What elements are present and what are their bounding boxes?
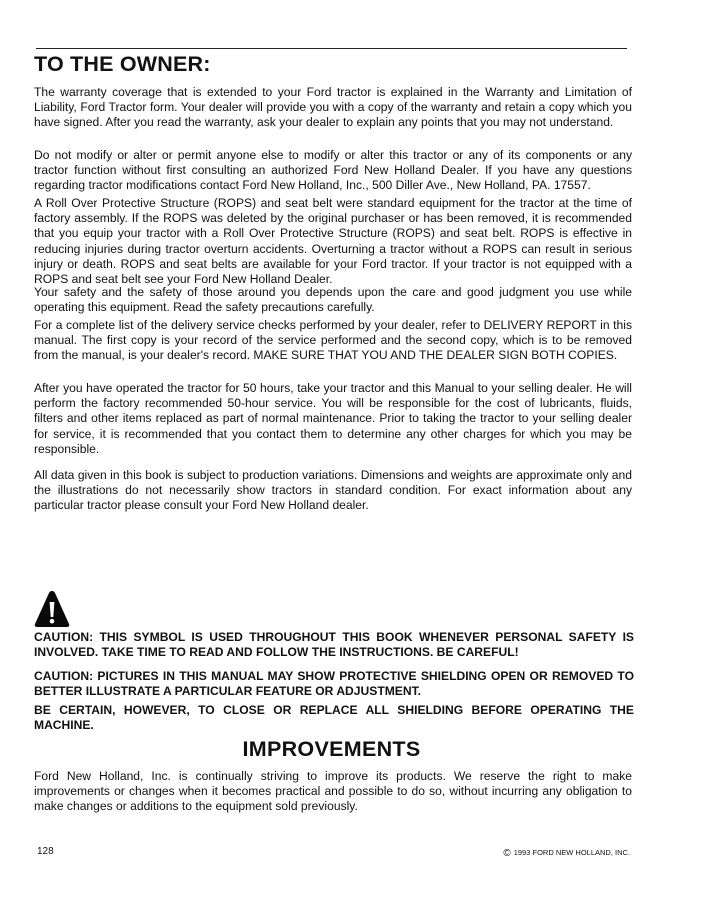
top-divider-rule <box>36 48 627 49</box>
copyright-symbol: © <box>503 848 511 859</box>
owner-section-title: TO THE OWNER: <box>34 52 211 76</box>
warning-triangle-exclamation-icon <box>34 590 70 628</box>
fifty-hour-service-paragraph: After you have operated the tractor for 50 hours, take your tractor and this Manual to your selling dealer. He will perform the factory recommended 50-hour service. You will be responsible for the cost of lubricants, fluids, filters and other items replaced as part of normal maintenance. Prior to taking the tractor to your selling dealer for service, it is recommended that you contact them to determine any other charges for which you may be responsible. <box>34 381 632 456</box>
improvements-paragraph: Ford New Holland, Inc. is continually striving to improve its products. We reserve the right to make improvements or changes when it becomes practical and possible to do so, without incurring any obligation to make changes or additions to the equipment sold previously. <box>34 769 632 814</box>
modification-paragraph: Do not modify or alter or permit anyone else to modify or alter this tractor or any of its components or any tractor function without first consulting an authorized Ford New Holland Dealer. If you have any questions regarding tractor modifications contact Ford New Holland, Inc., 500 Diller Ave., New Holland, PA. 17557. <box>34 148 632 193</box>
copyright-text: 1993 FORD NEW HOLLAND, INC. <box>513 848 630 857</box>
copyright-notice <box>503 848 630 859</box>
page-number: 128 <box>37 846 54 857</box>
caution-replace-shielding: BE CERTAIN, HOWEVER, TO CLOSE OR REPLACE ALL SHIELDING BEFORE OPERATING THE MACHINE. <box>34 703 634 733</box>
rops-paragraph: A Roll Over Protective Structure (ROPS) and seat belt were standard equipment for the tractor at the time of factory assembly. If the ROPS was deleted by the original purchaser or has been removed, it is recommended that you equip your tractor with a Roll Over Protective Structure (ROPS) and seat belt. ROPS is effective in reducing injuries during tractor overturn accidents. Overturning a tractor without a ROPS can result in serious injury or death. ROPS and seat belts are available for your Ford tractor. If your tractor is not equipped with a ROPS and seat belt see your Ford New Holland Dealer. <box>34 196 632 287</box>
improvements-title: IMPROVEMENTS <box>242 737 421 761</box>
delivery-report-paragraph: For a complete list of the delivery service checks performed by your dealer, refer to DELIVERY REPORT in this manual. The first copy is your record of the service performed and the second copy, which is to be removed from the manual, is your dealer's record. MAKE SURE THAT YOU AND THE DEALER SIGN BOTH COPIES. <box>34 318 632 363</box>
warranty-paragraph: The warranty coverage that is extended to your Ford tractor is explained in the Warranty and Limitation of Liability, Ford Tractor form. Your dealer will provide you with a copy of the warranty and retain a copy which you have signed. After you read the warranty, ask your dealer to explain any points that you may not understand. <box>34 85 632 130</box>
safety-paragraph: Your safety and the safety of those around you depends upon the care and good judgment you use while operating this equipment. Read the safety precautions carefully. <box>34 285 632 315</box>
caution-personal-safety: CAUTION: THIS SYMBOL IS USED THROUGHOUT THIS BOOK WHENEVER PERSONAL SAFETY IS INVOLVED. TAKE TIME TO READ AND FOLLOW THE INSTRUCTIONS. BE CAREFUL! <box>34 630 634 660</box>
production-variations-paragraph: All data given in this book is subject to production variations. Dimensions and weights are approximate only and the illustrations do not necessarily show tractors in standard condition. For exact information about any particular tractor please consult your Ford New Holland dealer. <box>34 468 632 513</box>
caution-shielding-removed: CAUTION: PICTURES IN THIS MANUAL MAY SHOW PROTECTIVE SHIELDING OPEN OR REMOVED TO BETTER ILLUSTRATE A PARTICULAR FEATURE OR ADJUSTMENT. <box>34 669 634 699</box>
